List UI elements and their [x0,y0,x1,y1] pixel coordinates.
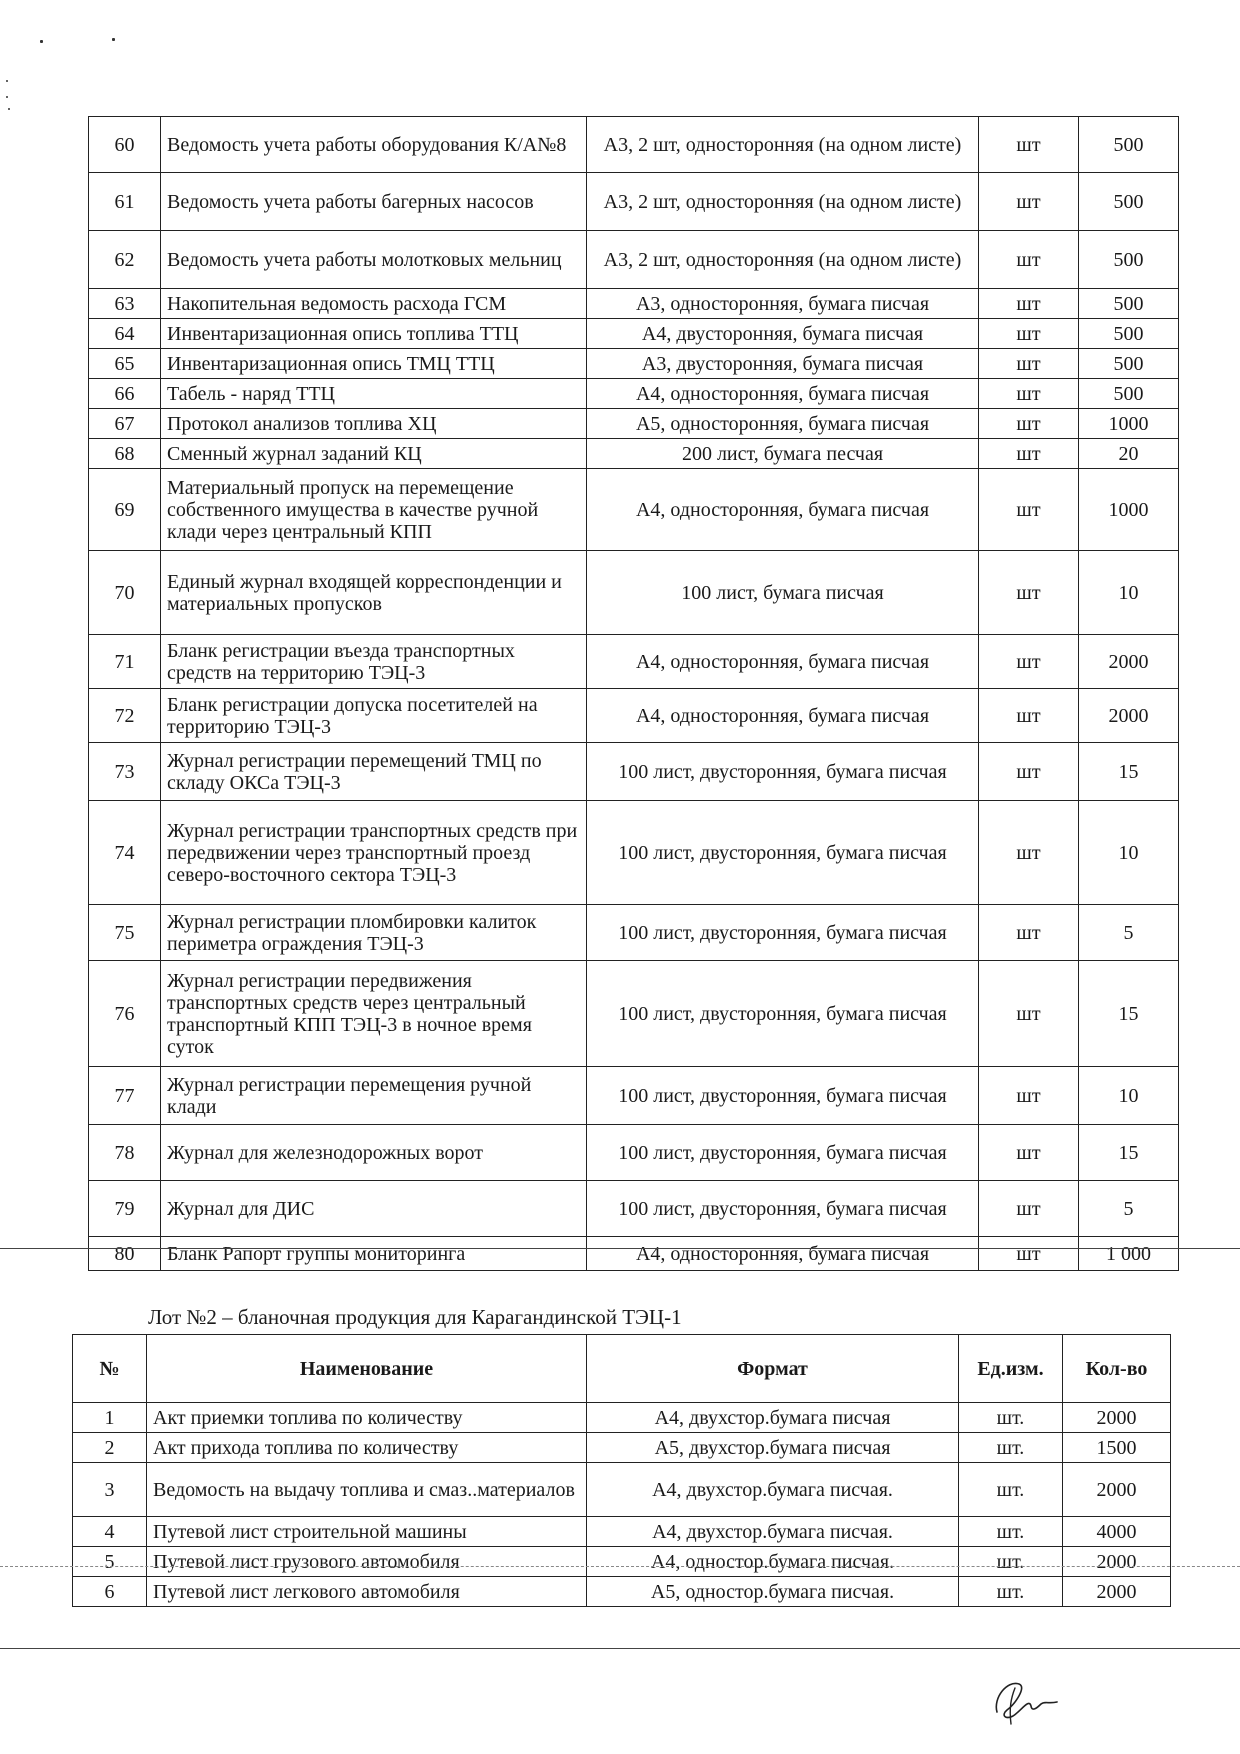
row-number: 74 [89,801,161,905]
row-qty: 15 [1079,1125,1179,1181]
row-name: Журнал регистрации транспортных средств при передвижении через транспортный проезд северо-восточного сектора ТЭЦ-3 [161,801,587,905]
row-number: 80 [89,1237,161,1271]
row-qty: 500 [1079,349,1179,379]
row-format: 100 лист, двусторонняя, бумага писчая [587,1067,979,1125]
row-number: 63 [89,289,161,319]
row-format: А4, двухстор.бумага писчая. [587,1463,959,1517]
row-qty: 500 [1079,117,1179,173]
row-name: Журнал регистрации пломбировки калиток периметра ограждения ТЭЦ-3 [161,905,587,961]
row-number: 79 [89,1181,161,1237]
row-qty: 5 [1079,1181,1179,1237]
table-row [89,469,1179,551]
row-format: 100 лист, двусторонняя, бумага писчая [587,905,979,961]
table-row [89,173,1179,231]
header-unit: Ед.изм. [959,1335,1063,1403]
row-name: Акт прихода топлива по количеству [147,1433,587,1463]
table-row [89,409,1179,439]
row-number: 60 [89,117,161,173]
row-name: Табель - наряд ТТЦ [161,379,587,409]
row-unit: шт [979,117,1079,173]
row-name: Ведомость на выдачу топлива и смаз..материалов [147,1463,587,1517]
table-row [89,439,1179,469]
row-format: А4, односторонняя, бумага писчая [587,469,979,551]
row-qty: 2000 [1063,1547,1171,1577]
row-qty: 1000 [1079,469,1179,551]
scan-line [0,1248,1240,1249]
table-row [89,1181,1179,1237]
row-name: Акт приемки топлива по количеству [147,1403,587,1433]
row-name: Единый журнал входящей корреспонденции и материальных пропусков [161,551,587,635]
row-unit: шт. [959,1433,1063,1463]
row-qty: 2000 [1079,635,1179,689]
row-unit: шт [979,469,1079,551]
row-name: Бланк регистрации въезда транспортных средств на территорию ТЭЦ-3 [161,635,587,689]
table-row [73,1517,1171,1547]
row-unit: шт [979,905,1079,961]
table-row [89,379,1179,409]
row-name: Журнал регистрации перемещения ручной клади [161,1067,587,1125]
scan-speck [6,80,8,82]
row-unit: шт [979,319,1079,349]
row-format: А4, одностор.бумага писчая. [587,1547,959,1577]
row-unit: шт [979,1181,1079,1237]
row-qty: 500 [1079,231,1179,289]
row-qty: 500 [1079,173,1179,231]
row-name: Бланк Рапорт группы мониторинга [161,1237,587,1271]
row-unit: шт. [959,1517,1063,1547]
row-number: 66 [89,379,161,409]
row-qty: 2000 [1063,1463,1171,1517]
row-number: 5 [73,1547,147,1577]
scan-speck [40,40,43,43]
row-format: 100 лист, двусторонняя, бумага писчая [587,961,979,1067]
table-row [89,349,1179,379]
row-qty: 10 [1079,801,1179,905]
row-format: А3, 2 шт, односторонняя (на одном листе) [587,117,979,173]
table-row [89,1067,1179,1125]
row-format: 100 лист, двусторонняя, бумага писчая [587,1181,979,1237]
row-number: 73 [89,743,161,801]
row-unit: шт [979,231,1079,289]
row-number: 1 [73,1403,147,1433]
row-unit: шт [979,961,1079,1067]
row-format: 100 лист, бумага писчая [587,551,979,635]
row-format: А5, односторонняя, бумага писчая [587,409,979,439]
lot2-caption: Лот №2 – бланочная продукция для Карагандинской ТЭЦ-1 [148,1305,682,1329]
row-unit: шт. [959,1463,1063,1517]
row-qty: 500 [1079,379,1179,409]
table-row [89,231,1179,289]
table-row [73,1403,1171,1433]
row-qty: 5 [1079,905,1179,961]
table-row [73,1577,1171,1607]
row-qty: 500 [1079,289,1179,319]
row-unit: шт [979,1067,1079,1125]
row-name: Путевой лист легкового автомобиля [147,1577,587,1607]
row-format: А5, двухстор.бумага писчая [587,1433,959,1463]
row-name: Протокол анализов топлива ХЦ [161,409,587,439]
row-number: 61 [89,173,161,231]
row-name: Журнал регистрации перемещений ТМЦ по складу ОКСа ТЭЦ-3 [161,743,587,801]
row-format: А4, односторонняя, бумага писчая [587,379,979,409]
row-number: 75 [89,905,161,961]
row-name: Инвентаризационная опись топлива ТТЦ [161,319,587,349]
scan-speck [6,96,8,98]
table-row [89,1125,1179,1181]
scan-speck [8,108,10,110]
row-name: Материальный пропуск на перемещение собственного имущества в качестве ручной клади через центральный КПП [161,469,587,551]
row-name: Ведомость учета работы оборудования К/А№8 [161,117,587,173]
row-format: А4, двухстор.бумага писчая [587,1403,959,1433]
row-number: 72 [89,689,161,743]
row-name: Путевой лист строительной машины [147,1517,587,1547]
row-qty: 500 [1079,319,1179,349]
row-number: 2 [73,1433,147,1463]
header-num: № [73,1335,147,1403]
row-format: 100 лист, двусторонняя, бумага писчая [587,743,979,801]
row-number: 62 [89,231,161,289]
table-row [73,1547,1171,1577]
table-row [89,289,1179,319]
row-number: 6 [73,1577,147,1607]
lot1-table-body [89,117,1179,1271]
table-row [73,1463,1171,1517]
row-format: 100 лист, двусторонняя, бумага писчая [587,1125,979,1181]
row-unit: шт [979,743,1079,801]
table-row [89,743,1179,801]
table-row [89,551,1179,635]
row-unit: шт [979,801,1079,905]
table-row [89,319,1179,349]
row-name: Сменный журнал заданий КЦ [161,439,587,469]
row-format: А4, односторонняя, бумага писчая [587,689,979,743]
table-row [73,1433,1171,1463]
row-unit: шт [979,439,1079,469]
table-row [89,905,1179,961]
signature-mark [985,1668,1065,1728]
row-qty: 2000 [1079,689,1179,743]
table-row [89,1237,1179,1271]
row-unit: шт [979,1125,1079,1181]
row-format: 100 лист, двусторонняя, бумага писчая [587,801,979,905]
table-row [89,635,1179,689]
row-unit: шт [979,551,1079,635]
row-format: А3, односторонняя, бумага писчая [587,289,979,319]
row-format: А5, одностор.бумага писчая. [587,1577,959,1607]
row-name: Журнал регистрации передвижения транспортных средств через центральный транспортный КПП ТЭЦ-3 в ночное время суток [161,961,587,1067]
row-number: 4 [73,1517,147,1547]
row-number: 77 [89,1067,161,1125]
row-unit: шт [979,173,1079,231]
row-unit: шт [979,379,1079,409]
row-unit: шт [979,689,1079,743]
table-row [89,961,1179,1067]
row-unit: шт [979,289,1079,319]
row-qty: 1500 [1063,1433,1171,1463]
table-row [89,801,1179,905]
row-name: Журнал для железнодорожных ворот [161,1125,587,1181]
table-row [89,117,1179,173]
row-qty: 10 [1079,551,1179,635]
row-format: А3, двусторонняя, бумага писчая [587,349,979,379]
row-unit: шт. [959,1403,1063,1433]
row-unit: шт. [959,1547,1063,1577]
row-format: А4, односторонняя, бумага писчая [587,1237,979,1271]
header-name: Наименование [147,1335,587,1403]
row-name: Ведомость учета работы багерных насосов [161,173,587,231]
row-number: 69 [89,469,161,551]
row-qty: 10 [1079,1067,1179,1125]
row-qty: 15 [1079,743,1179,801]
row-qty: 2000 [1063,1403,1171,1433]
row-qty: 4000 [1063,1517,1171,1547]
row-format: 200 лист, бумага песчая [587,439,979,469]
row-format: А4, двусторонняя, бумага писчая [587,319,979,349]
row-name: Ведомость учета работы молотковых мельниц [161,231,587,289]
row-number: 70 [89,551,161,635]
row-number: 71 [89,635,161,689]
row-unit: шт [979,1237,1079,1271]
row-qty: 20 [1079,439,1179,469]
row-name: Инвентаризационная опись ТМЦ ТТЦ [161,349,587,379]
bottom-rule [0,1648,1240,1649]
row-qty: 2000 [1063,1577,1171,1607]
row-number: 64 [89,319,161,349]
row-qty: 1000 [1079,409,1179,439]
row-unit: шт [979,349,1079,379]
row-qty: 15 [1079,961,1179,1067]
row-number: 78 [89,1125,161,1181]
scan-speck [112,38,115,41]
row-number: 68 [89,439,161,469]
row-name: Накопительная ведомость расхода ГСМ [161,289,587,319]
row-number: 76 [89,961,161,1067]
row-number: 65 [89,349,161,379]
row-unit: шт. [959,1577,1063,1607]
row-number: 67 [89,409,161,439]
row-name: Бланк регистрации допуска посетителей на территорию ТЭЦ-3 [161,689,587,743]
row-name: Путевой лист грузового автомобиля [147,1547,587,1577]
header-qty: Кол-во [1063,1335,1171,1403]
row-unit: шт [979,635,1079,689]
table-header-row [73,1335,1171,1403]
row-format: А3, 2 шт, односторонняя (на одном листе) [587,231,979,289]
table-row [89,689,1179,743]
row-format: А3, 2 шт, односторонняя (на одном листе) [587,173,979,231]
row-name: Журнал для ДИС [161,1181,587,1237]
row-format: А4, односторонняя, бумага писчая [587,635,979,689]
lot1-table [88,116,1179,1271]
row-format: А4, двухстор.бумага писчая. [587,1517,959,1547]
scan-dashed-line [0,1566,1240,1567]
row-qty: 1 000 [1079,1237,1179,1271]
row-unit: шт [979,409,1079,439]
row-number: 3 [73,1463,147,1517]
header-format: Формат [587,1335,959,1403]
